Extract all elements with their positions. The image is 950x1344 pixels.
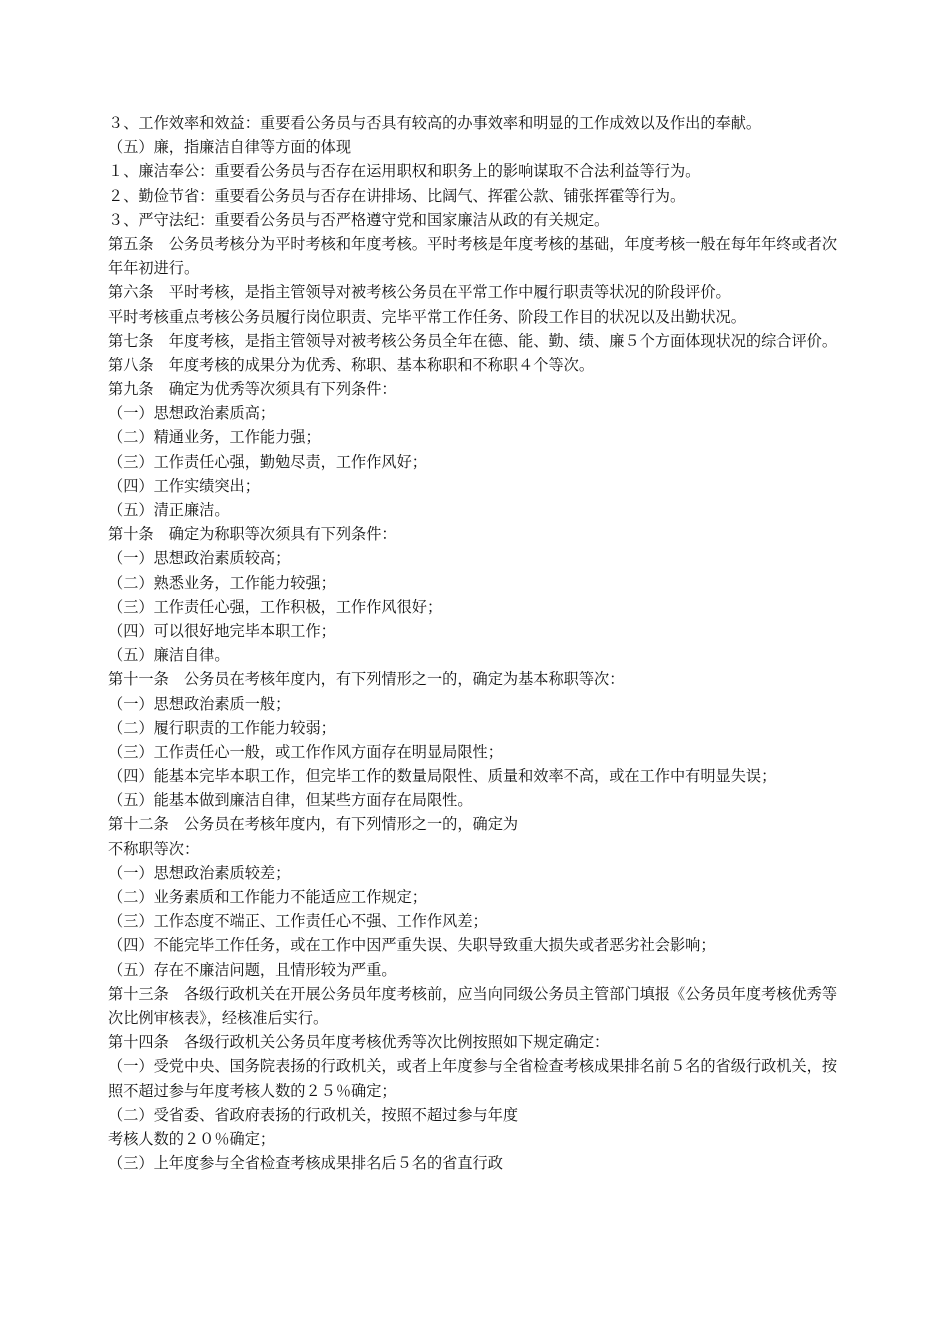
text-line: （三）上年度参与全省检查考核成果排名后５名的省直行政 bbox=[108, 1154, 503, 1173]
text-line: （三）工作责任心强，勤勉尽责，工作作风好； bbox=[108, 452, 427, 471]
text-line: （三）工作责任心一般，或工作作风方面存在明显局限性； bbox=[108, 742, 503, 761]
text-line: 第九条 确定为优秀等次须具有下列条件： bbox=[108, 380, 397, 399]
text-line: （四）能基本完毕本职工作，但完毕工作的数量局限性、质量和效率不高，或在工作中有明显失误； bbox=[108, 767, 777, 786]
text-line: 第五条 公务员考核分为平时考核和年度考核。平时考核是年度考核的基础，年度考核一般在每年年终或者次年年初进行。 bbox=[108, 234, 837, 278]
text-line: （一）思想政治素质一般； bbox=[108, 694, 291, 713]
text-line: ３、工作效率和效益：重要看公务员与否具有较高的办事效率和明显的工作成效以及作出的奉献。 bbox=[108, 114, 762, 132]
text-line: （一）思想政治素质较差； bbox=[108, 863, 291, 882]
text-line: 第七条 年度考核，是指主管领导对被考核公务员全年在德、能、勤、绩、廉５个方面体现状况的综合评价。 bbox=[108, 331, 837, 350]
text-line: （一）受党中央、国务院表扬的行政机关，或者上年度参与全省检查考核成果排名前５名的省级行政机关，按照不超过参与年度考核人数的２５％确定； bbox=[108, 1057, 837, 1100]
text-line: （五）廉洁自律。 bbox=[108, 646, 230, 665]
text-line: （四）工作实绩突出； bbox=[108, 476, 260, 495]
text-line: （二）精通业务，工作能力强； bbox=[108, 428, 321, 447]
text-line: ２、勤俭节省：重要看公务员与否存在讲排场、比阔气、挥霍公款、铺张挥霍等行为。 bbox=[108, 186, 686, 205]
text-line: （二）熟悉业务，工作能力较强； bbox=[108, 573, 336, 592]
text-line: （二）业务素质和工作能力不能适应工作规定； bbox=[108, 888, 427, 907]
document-body bbox=[108, 111, 850, 1175]
text-line: 第十二条 公务员在考核年度内，有下列情形之一的，确定为 bbox=[108, 815, 519, 834]
text-line: 第六条 平时考核，是指主管领导对被考核公务员在平常工作中履行职责等状况的阶段评价。 bbox=[108, 283, 731, 302]
text-line: ３、严守法纪：重要看公务员与否严格遵守党和国家廉洁从政的有关规定。 bbox=[108, 210, 610, 229]
text-line: 考核人数的２０％确定； bbox=[108, 1129, 276, 1148]
text-line: （二）履行职责的工作能力较弱； bbox=[108, 718, 336, 737]
text-line: （三）工作责任心强，工作积极，工作作风很好； bbox=[108, 597, 443, 616]
text-line: 不称职等次： bbox=[108, 839, 200, 858]
text-line: 第八条 年度考核的成果分为优秀、称职、基本称职和不称职４个等次。 bbox=[108, 355, 594, 374]
text-line: （五）能基本做到廉洁自律，但某些方面存在局限性。 bbox=[108, 791, 473, 810]
text-line: （一）思想政治素质较高； bbox=[108, 549, 291, 568]
text-line: 第十三条 各级行政机关在开展公务员年度考核前，应当向同级公务员主管部门填报《公务员年度考核优秀等次比例审核表》，经核准后实行。 bbox=[108, 984, 837, 1027]
text-line: （五）清正廉洁。 bbox=[108, 501, 230, 520]
text-line: 平时考核重点考核公务员履行岗位职责、完毕平常工作任务、阶段工作目的状况以及出勤状况。 bbox=[108, 307, 746, 326]
text-line: （一）思想政治素质高； bbox=[108, 404, 276, 423]
text-line: （四）不能完毕工作任务，或在工作中因严重失误、失职导致重大损失或者恶劣社会影响； bbox=[108, 936, 716, 955]
text-line: １、廉洁奉公：重要看公务员与否存在运用职权和职务上的影响谋取不合法利益等行为。 bbox=[108, 162, 701, 181]
text-line: 第十条 确定为称职等次须具有下列条件： bbox=[108, 525, 397, 544]
text-line: 第十四条 各级行政机关公务员年度考核优秀等次比例按照如下规定确定： bbox=[108, 1033, 610, 1052]
text-line: 第十一条 公务员在考核年度内，有下列情形之一的，确定为基本称职等次： bbox=[108, 670, 625, 689]
text-line: （四）可以很好地完毕本职工作； bbox=[108, 621, 336, 640]
text-line: （三）工作态度不端正、工作责任心不强、工作作风差； bbox=[108, 912, 488, 931]
text-line: （五）廉，指廉洁自律等方面的体现 bbox=[108, 138, 351, 157]
text-line: （五）存在不廉洁问题，且情形较为严重。 bbox=[108, 960, 397, 979]
text-line: （二）受省委、省政府表扬的行政机关，按照不超过参与年度 bbox=[108, 1105, 519, 1124]
